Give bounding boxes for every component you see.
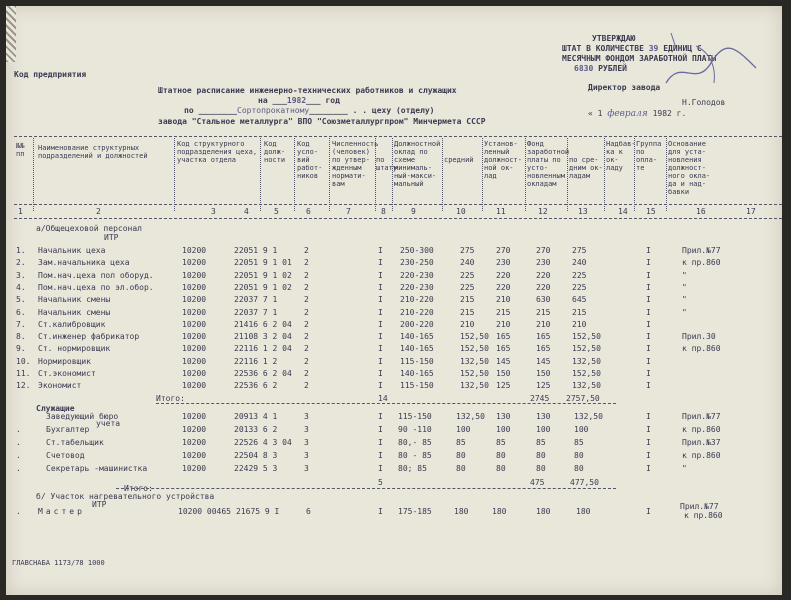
- cell-c12: 215: [536, 307, 551, 317]
- cell-name: Пом.нач.цеха по эл.обор.: [38, 282, 154, 292]
- cell-name: Ст.табельщик: [46, 438, 104, 447]
- column-number: 17: [746, 207, 756, 216]
- column-number: 9: [411, 207, 416, 216]
- hdr-c2: Наименование структурных подразделений и должностей: [38, 144, 148, 160]
- section-itr-sub: ИТР: [104, 233, 119, 242]
- cell-c6: 2: [304, 270, 309, 280]
- cell-code: 10200: [182, 319, 207, 329]
- cell-c9: 220-230: [400, 282, 434, 292]
- cell-c12: 80: [536, 464, 546, 473]
- cell-c6: 2: [304, 258, 309, 268]
- cell-c12: 270: [536, 246, 551, 255]
- cell-c11: 230: [496, 258, 511, 268]
- approve-line2: ШТАТ В КОЛИЧЕСТВЕ 39 ЕДИНИЦ С: [562, 44, 702, 53]
- cell-code: 10200: [182, 425, 207, 434]
- cell-n: .: [16, 451, 21, 460]
- cell-name: Начальник смены: [38, 295, 111, 305]
- cell-c6: 2: [304, 332, 309, 342]
- cell-pos: 22051 9 1 01: [234, 258, 292, 268]
- cell-c9: 80; 85: [398, 464, 427, 473]
- cell-c13: 225: [572, 270, 587, 280]
- cell-c13: 80: [574, 464, 584, 473]
- cell-c11: 150: [496, 369, 511, 378]
- cell-c6: 2: [304, 282, 309, 292]
- hdr-c16: Основание для уста- новления должност- ного окла- да и над- бавки: [668, 140, 711, 196]
- cell-c15: I: [646, 270, 651, 280]
- cell-c12: 150: [536, 369, 551, 378]
- hdr-c11: Установ- ленный должност- ной ок- лад: [484, 140, 522, 180]
- cell-code: 10200: [182, 344, 207, 354]
- cell-pos: 22051 9 1 02: [234, 282, 292, 292]
- cell-n: 2.: [16, 258, 26, 268]
- hdr-c14: Надбав- ка к ок- ладу: [606, 140, 636, 172]
- cell-pos: 22429 5 3: [234, 464, 278, 473]
- section-nagrev-title: б/ Участок нагревательного устройства: [36, 492, 215, 501]
- cell-c13: 80: [574, 451, 584, 460]
- column-number: 11: [496, 207, 506, 216]
- hdr-c13: по сре- дним ок- ладам: [569, 156, 603, 180]
- cell-c8: I: [378, 438, 383, 447]
- cell-c10: 132,50: [456, 412, 485, 421]
- cell-n: 1.: [16, 246, 26, 255]
- cell-n: .: [16, 425, 21, 434]
- cell-c12: 80: [536, 451, 546, 460]
- cell-c12: 100: [536, 425, 551, 434]
- cell-code: 10200: [182, 282, 207, 292]
- cell-c9: 80,- 85: [398, 438, 432, 447]
- column-number: 8: [381, 207, 386, 216]
- hdr-c1: №№ пп: [16, 142, 25, 158]
- cell-code: 10200: [182, 438, 207, 447]
- cell-c6: 2: [304, 381, 309, 391]
- cell-c10: 152,50: [460, 369, 489, 378]
- cell-c10: 152,50: [460, 344, 489, 354]
- cell-n: 12.: [16, 381, 31, 391]
- cell-name: Пом.нач.цеха пол оборуд.: [38, 270, 154, 280]
- cell-c12: 85: [536, 438, 546, 447]
- column-number: 6: [306, 207, 311, 216]
- cell-c16: ": [682, 270, 687, 280]
- cell-c8: I: [378, 332, 383, 342]
- cell-c10: 215: [460, 307, 475, 317]
- total-itr-label: Итого:: [156, 394, 185, 403]
- cell-c13: 100: [574, 425, 589, 434]
- cell-name: Бухгалтер: [46, 425, 90, 434]
- cell-c6: 2: [304, 344, 309, 354]
- cell-c8: I: [378, 381, 383, 391]
- cell-c10: 100: [456, 425, 471, 434]
- header-top-rule: [14, 136, 782, 137]
- title-plant: завода "Стальное металлурга" ВПО "Союзметаллургпром" Минчермета СССР: [158, 117, 486, 126]
- column-number: 14: [618, 207, 628, 216]
- cell-c12: 220: [536, 282, 551, 292]
- cell-c16: ": [682, 464, 687, 473]
- cell-c9: 210-220: [400, 295, 434, 305]
- hdr-c6: Код усло- вий работ- ников: [297, 140, 323, 180]
- cell-c8: I: [378, 425, 383, 434]
- hdr-c10: средний: [444, 156, 474, 164]
- master-name: Мастер: [38, 507, 85, 516]
- section-nagrev-sub: ИТР: [92, 500, 107, 509]
- cell-pos: 22051 9 1: [234, 246, 278, 255]
- cell-c13: 152,50: [572, 369, 601, 378]
- cell-c15: I: [646, 258, 651, 268]
- cell-c9: 115-150: [398, 412, 432, 421]
- title-year: на ___1982___ год: [258, 96, 340, 105]
- cell-code: 10200: [182, 295, 207, 305]
- hdr-c9: Должностной оклад по схеме минималь- ный-макси- мальный: [394, 140, 441, 188]
- footer-print-code: ГЛАВСНАБА 1173/78 1000: [12, 559, 105, 567]
- cell-c8: I: [378, 246, 383, 255]
- cell-c15: I: [646, 412, 651, 421]
- org-code-label: Код предприятия: [14, 70, 87, 79]
- cell-code: 10200: [182, 381, 207, 391]
- cell-c6: 3: [304, 412, 309, 421]
- cell-name: Ст.калибровщик: [38, 319, 106, 329]
- cell-n: 11.: [16, 369, 31, 378]
- cell-c8: I: [378, 369, 383, 378]
- cell-c8: I: [378, 295, 383, 305]
- cell-c11: 165: [496, 344, 511, 354]
- cell-pos: 22051 9 1 02: [234, 270, 292, 280]
- cell-c9: 115-150: [400, 356, 434, 366]
- cell-c10: 240: [460, 258, 475, 268]
- cell-c6: 2: [304, 356, 309, 366]
- cell-c16: к пр.860: [682, 451, 721, 460]
- total-serv-fund: 475: [530, 478, 545, 487]
- cell-c10: 225: [460, 270, 475, 280]
- cell-c11: 100: [496, 425, 511, 434]
- cell-c9: 140-165: [400, 332, 434, 342]
- approve-director: Директор завода: [588, 83, 661, 92]
- cell-c6: 3: [304, 451, 309, 460]
- cell-c6: 2: [304, 246, 309, 255]
- cell-c11: 80: [496, 451, 506, 460]
- cell-c12: 230: [536, 258, 551, 268]
- cell-c8: I: [378, 356, 383, 366]
- cell-c10: 80: [456, 451, 466, 460]
- cell-c15: I: [646, 282, 651, 292]
- cell-c9: 200-220: [400, 319, 434, 329]
- total-serv-avg: 477,50: [570, 478, 599, 487]
- cell-c8: I: [378, 319, 383, 329]
- cell-c6: 3: [304, 464, 309, 473]
- cell-c11: 145: [496, 356, 511, 366]
- section-serv-title: Служащие: [36, 404, 75, 413]
- cell-c12: 220: [536, 270, 551, 280]
- cell-pos: 22504 8 3: [234, 451, 278, 460]
- cell-c15: I: [646, 438, 651, 447]
- cell-n: 10.: [16, 356, 31, 366]
- total-itr-avg: 2757,50: [566, 394, 600, 403]
- cell-c13: 132,50: [574, 412, 603, 421]
- cell-c8: I: [378, 344, 383, 354]
- signature-mark: [656, 28, 766, 98]
- cell-code: 10200: [182, 356, 207, 366]
- column-number: 3: [211, 207, 216, 216]
- cell-c9: 80 - 85: [398, 451, 432, 460]
- cell-c10: 215: [460, 295, 475, 305]
- cell-name: Ст.экономист: [38, 369, 96, 378]
- cell-c6: 2: [304, 319, 309, 329]
- cell-c10: 132,50: [460, 356, 489, 366]
- cell-c13: 152,50: [572, 344, 601, 354]
- cell-pos: 21416 6 2 04: [234, 319, 292, 329]
- cell-c15: I: [646, 246, 651, 255]
- cell-c13: 225: [572, 282, 587, 292]
- cell-code: 10200: [182, 369, 207, 378]
- cell-c9: 250-300: [400, 246, 434, 255]
- cell-c16: ": [682, 307, 687, 317]
- cell-c11: 130: [496, 412, 511, 421]
- cell-name: Нормировщик: [38, 356, 91, 366]
- cell-c16: к пр.860: [682, 425, 721, 434]
- cell-c9: 90 -110: [398, 425, 432, 434]
- document-page: УТВЕРЖДАЮ ШТАТ В КОЛИЧЕСТВЕ 39 ЕДИНИЦ С МЕСЯЧНЫМ ФОНДОМ ЗАРАБОТНОЙ ПЛАТЫ 6830 РУБЛЕЙ Директор завода Н.Голодов « 1 февраля 1982 г. Код предприятия Штатное расписание инженерно-технических работников и служащих на ___1982___ год по ________Сортопрокатному________ . . цеху (отделу) завода "Стальное металлурга" ВПО "Союзметаллургпром" Минчермета СССР №№ пп Наименование структурных подразделений и должностей Код структурного подразделения цеха, участка отдела Код долж- ности Код усло- вий работ- ников Численность (человек) по утвер- жденным нормати- вам по штату Должностной оклад по схеме минималь- ный-макси- мальный средний Установ- ленный должност- ной ок- лад Фонд заработной платы по усто- новленным окладам по сре- дним ок- ладам Надбав- ка к ок- ладу Группа по опла- те Основание для уста- новления должност- ного окла- да и над- бавки 1 2 3 4 5 6 7 8 9 10 11 12 13 14 15 16 17 а/Общецеховой персонал ИТР 1. Начальник цеха 10200 22051 9 1 2 I 250-300 275 270 270 275 I Прил.№77 2. Зам.начальника цеха 10200 22051 9 1 01 2 I 230-250 240 230 230 240 I к пр.860 3. Пом.нач.цеха пол оборуд. 10200 22051 9 1 02 2 I 220-230 225 220 220 225 I " 4. Пом.нач.цеха по эл.обор. 10200 22051 9 1 02 2 I 220-230 225 220 220 225 I " 5. Начальник смены 10200 22037 7 1 2 I 210-220 215 210 630 645 I " 6. Начальник смены 10200 22037 7 1 2 I 210-220 215 215 215 215 I " 7. Ст.калибровщик 10200 21416 6 2 04 2 I 200-220 210 210 210 210 I 8. Ст.инженер фабрикатор 10200 21108 3 2 04 2 I 140-165 152,50 165 165 152,50 I Прил.30 9. Ст. нормировщик 10200 22116 1 2 04 2 I 140-165 152,50 165 165 152,50 I к пр.860 10. Нормировщик 10200 22116 1 2 2 I 115-150 132,50 145 145 132,50 I 11. Ст.экономист 10200 22536 6 2 04 2 I 140-165 152,50 150 150 152,50 I 12. Экономист 10200 22536 6 2 2 I 115-150 132,50 125 125 132,50 I Итого: 14 2745 2757,50 Служащие Заведующий бюро учета 10200 20913 4 1 3 I 115-150 132,50 130 130 132,50 I Прил.№77 . Бухгалтер 10200 20133 6 2 3 I 90 -110 100 100 100 100 I к пр.860 . Ст.табельщик 10200 22526 4 3 04 3 I 80,- 85 85 85 85 85 I Прил.№37 . Счетовод 10200 22504 8 3 3 I 80 - 85 80 80 80 80 I к пр.860 . Секретарь -машинистка 10200 22429 5 3 3 I 80; 85 80 80 80 80 I " Итого: 5 475 477,50 б/ Участок нагревательного устройства ИТР . Мастер 10200 00465 21675 9 I 6 I 175-185 180 180 180 180 I Прил.№77 к пр.860 ГЛАВСНАБА 1173/78 1000: [6, 6, 782, 595]
- cell-c10: 85: [456, 438, 466, 447]
- total-itr-count: 14: [378, 394, 388, 403]
- cell-c6: 2: [304, 295, 309, 305]
- cell-c13: 645: [572, 295, 587, 305]
- cell-c8: I: [378, 307, 383, 317]
- column-number: 16: [696, 207, 706, 216]
- column-number: 12: [538, 207, 548, 216]
- cell-c12: 145: [536, 356, 551, 366]
- cell-c15: I: [646, 295, 651, 305]
- cell-name: Заведующий бюро: [46, 412, 119, 421]
- cell-c11: 220: [496, 270, 511, 280]
- cell-c8: I: [378, 464, 383, 473]
- cell-c8: I: [378, 270, 383, 280]
- column-number: 1: [18, 207, 23, 216]
- cell-c13: 275: [572, 246, 587, 255]
- cell-name: Начальник цеха: [38, 246, 106, 255]
- cell-c10: 152,50: [460, 332, 489, 342]
- cell-c8: I: [378, 258, 383, 268]
- cell-c15: I: [646, 381, 651, 391]
- cell-n: .: [16, 438, 21, 447]
- hdr-c15: Группа по опла- те: [636, 140, 662, 172]
- cell-c10: 80: [456, 464, 466, 473]
- cell-c9: 115-150: [400, 381, 434, 391]
- cell-c16: к пр.860: [682, 344, 721, 354]
- cell-c16: ": [682, 295, 687, 305]
- cell-pos: 21108 3 2 04: [234, 332, 292, 342]
- hdr-c7: Численность (человек) по утвер- жденным нормати- вам: [332, 140, 379, 188]
- approve-name: Н.Голодов: [682, 98, 726, 107]
- cell-c15: I: [646, 451, 651, 460]
- cell-c11: 125: [496, 381, 511, 391]
- cell-name: Ст. нормировщик: [38, 344, 111, 354]
- cell-c11: 80: [496, 464, 506, 473]
- cell-n: 4.: [16, 282, 26, 292]
- cell-name: Счетовод: [46, 451, 85, 460]
- cell-code: 10200: [182, 246, 207, 255]
- cell-c13: 132,50: [572, 381, 601, 391]
- cell-c11: 85: [496, 438, 506, 447]
- punch-edge: [6, 6, 16, 62]
- cell-n: 6.: [16, 307, 26, 317]
- total-serv-label: Итого:: [124, 484, 153, 493]
- cell-name: Экономист: [38, 381, 82, 391]
- cell-c15: I: [646, 332, 651, 342]
- cell-c10: 132,50: [460, 381, 489, 391]
- cell-c9: 140-165: [400, 369, 434, 378]
- cell-code: 10200: [182, 412, 207, 421]
- approve-title: УТВЕРЖДАЮ: [592, 34, 636, 43]
- cell-code: 10200: [182, 464, 207, 473]
- cell-c9: 210-220: [400, 307, 434, 317]
- approve-line3: МЕСЯЧНЫМ ФОНДОМ ЗАРАБОТНОЙ ПЛАТЫ: [562, 54, 717, 63]
- cell-c10: 210: [460, 319, 475, 329]
- cell-n: 8.: [16, 332, 26, 342]
- cell-c13: 85: [574, 438, 584, 447]
- cell-c9: 230-250: [400, 258, 434, 268]
- cell-code: 10200: [182, 332, 207, 342]
- hdr-c12: Фонд заработной платы по усто- новленным окладам: [527, 140, 570, 188]
- cell-name: Секретарь -машинистка: [46, 464, 148, 473]
- header-bottom-rule: [14, 218, 782, 219]
- cell-n: 3.: [16, 270, 26, 280]
- cell-c12: 165: [536, 344, 551, 354]
- cell-pos: 22536 6 2: [234, 381, 278, 391]
- cell-c13: 240: [572, 258, 587, 268]
- cell-c8: I: [378, 282, 383, 292]
- cell-code: 10200: [182, 451, 207, 460]
- cell-c6: 2: [304, 307, 309, 317]
- cell-pos: 20913 4 1: [234, 412, 278, 421]
- cell-name: Ст.инженер фабрикатор: [38, 332, 140, 342]
- column-number: 10: [456, 207, 466, 216]
- cell-c11: 210: [496, 319, 511, 329]
- hdr-c5: Код долж- ности: [264, 140, 286, 164]
- section-itr-title: а/Общецеховой персонал: [36, 224, 142, 233]
- cell-code: 10200: [182, 270, 207, 280]
- cell-c8: I: [378, 412, 383, 421]
- cell-c8: I: [378, 451, 383, 460]
- cell-c9: 140-165: [400, 344, 434, 354]
- cell-pos: 22037 7 1: [234, 307, 278, 317]
- cell-code: 10200: [182, 307, 207, 317]
- cell-c12: 210: [536, 319, 551, 329]
- title-shop: по ________Сортопрокатному________ . . цеху (отделу): [184, 106, 435, 115]
- cell-pos: 22526 4 3 04: [234, 438, 292, 447]
- cell-c15: I: [646, 369, 651, 378]
- cell-pos: 22037 7 1: [234, 295, 278, 305]
- column-number: 15: [646, 207, 656, 216]
- cell-c16: Прил.30: [682, 332, 716, 342]
- column-number: 7: [346, 207, 351, 216]
- cell-c11: 210: [496, 295, 511, 305]
- total-itr-fund: 2745: [530, 394, 550, 403]
- cell-n: 5.: [16, 295, 26, 305]
- hdr-c3: Код структурного подразделения цеха, участка отдела: [177, 140, 258, 164]
- cell-n: 9.: [16, 344, 26, 354]
- header-mid-rule: [14, 204, 782, 205]
- cell-c9: 220-230: [400, 270, 434, 280]
- cell-c12: 130: [536, 412, 551, 421]
- cell-c13: 215: [572, 307, 587, 317]
- hdr-c8: по штату: [376, 156, 398, 172]
- cell-c6: 3: [304, 438, 309, 447]
- cell-c12: 125: [536, 381, 551, 391]
- cell-c16: Прил.№77: [682, 412, 721, 421]
- cell-c16: Прил.№37: [682, 438, 721, 447]
- cell-c16: Прил.№77: [682, 246, 721, 255]
- cell-c16: ": [682, 282, 687, 292]
- cell-c15: I: [646, 307, 651, 317]
- cell-c12: 630: [536, 295, 551, 305]
- cell-c16: к пр.860: [682, 258, 721, 268]
- approve-line4: 6830 РУБЛЕЙ: [574, 64, 627, 73]
- column-number: 4: [244, 207, 249, 216]
- cell-c15: I: [646, 464, 651, 473]
- cell-pos: 22116 1 2: [234, 356, 278, 366]
- approve-date: « 1 февраля 1982 г.: [588, 109, 687, 119]
- cell-c15: I: [646, 344, 651, 354]
- cell-name2: учета: [96, 419, 121, 428]
- cell-c11: 220: [496, 282, 511, 292]
- total-serv-count: 5: [378, 478, 383, 487]
- cell-c13: 210: [572, 319, 587, 329]
- cell-n: .: [16, 464, 21, 473]
- cell-n: 7.: [16, 319, 26, 329]
- cell-c6: 2: [304, 369, 309, 378]
- cell-pos: 22536 6 2 04: [234, 369, 292, 378]
- cell-c15: I: [646, 425, 651, 434]
- column-number: 2: [96, 207, 101, 216]
- cell-c6: 3: [304, 425, 309, 434]
- cell-c13: 152,50: [572, 332, 601, 342]
- cell-c11: 270: [496, 246, 511, 255]
- cell-c13: 132,50: [572, 356, 601, 366]
- column-number: 13: [578, 207, 588, 216]
- cell-c15: I: [646, 319, 651, 329]
- cell-c10: 275: [460, 246, 475, 255]
- cell-pos: 20133 6 2: [234, 425, 278, 434]
- cell-c11: 215: [496, 307, 511, 317]
- cell-name: Зам.начальника цеха: [38, 258, 130, 268]
- column-number: 5: [274, 207, 279, 216]
- cell-c12: 165: [536, 332, 551, 342]
- cell-name: Начальник смены: [38, 307, 111, 317]
- cell-c15: I: [646, 356, 651, 366]
- cell-code: 10200: [182, 258, 207, 268]
- cell-c10: 225: [460, 282, 475, 292]
- title-line1: Штатное расписание инженерно-технических работников и служащих: [158, 86, 457, 95]
- cell-pos: 22116 1 2 04: [234, 344, 292, 354]
- cell-c11: 165: [496, 332, 511, 342]
